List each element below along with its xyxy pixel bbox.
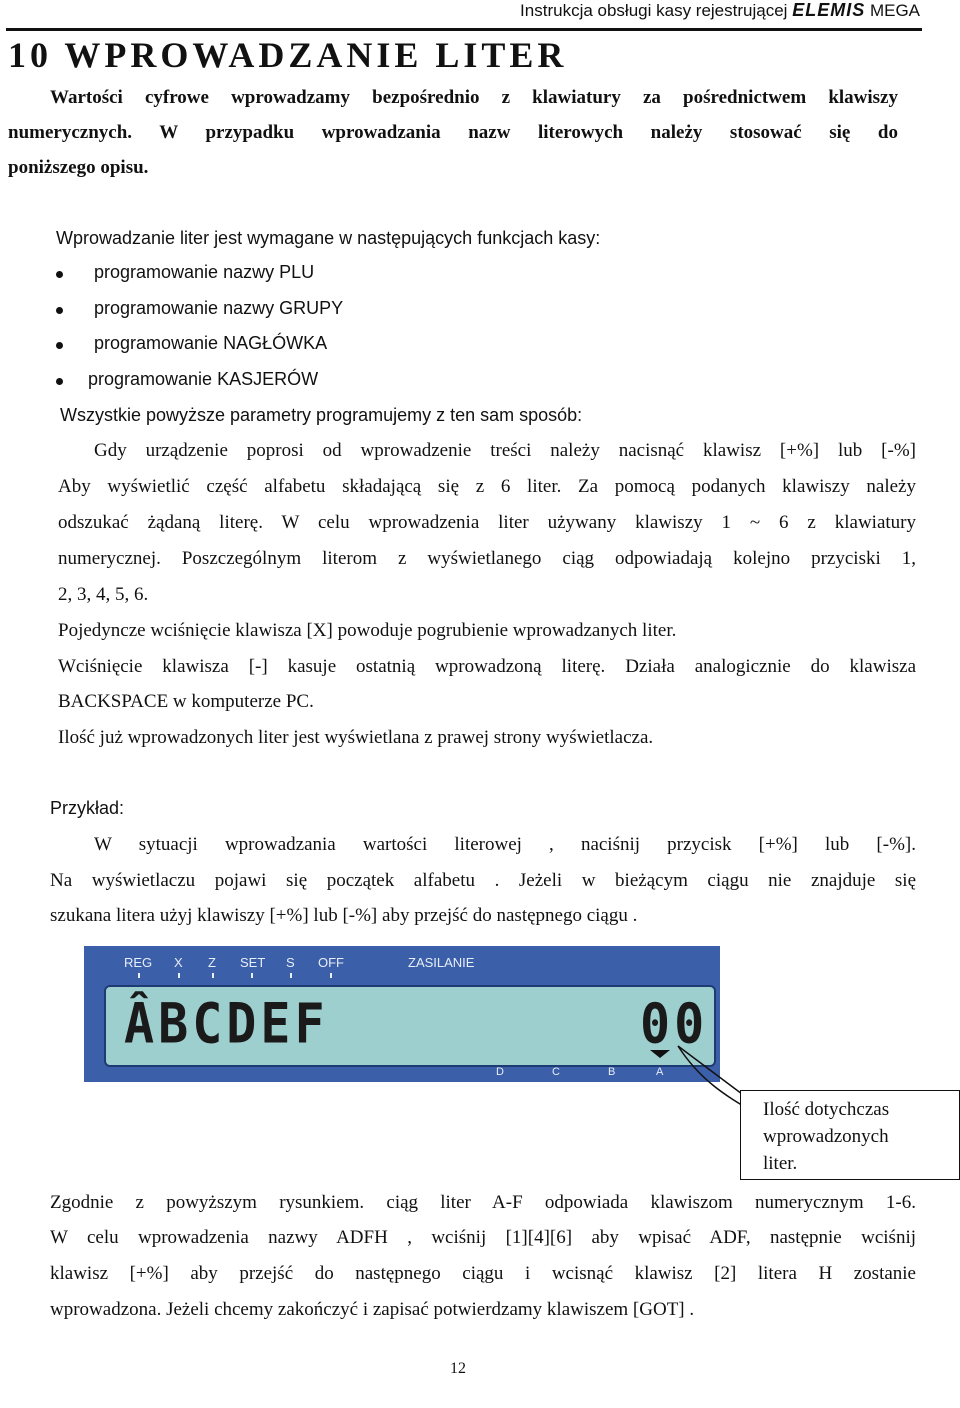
body-line: 2, 3, 4, 5, 6. xyxy=(58,584,149,605)
bullet-dot xyxy=(56,342,63,349)
header-rule xyxy=(6,28,922,31)
indicator-tick xyxy=(290,973,292,978)
indicator-tick xyxy=(178,973,180,978)
body-line: Pojedyncze wciśnięcie klawisza [X] powoduje pogrubienie wprowadzanych liter. xyxy=(58,620,677,641)
closing-line: Zgodnie z powyższym rysunkiem. ciąg liter A-F odpowiada klawiszom numerycznym 1-6. xyxy=(50,1192,916,1213)
example-line: W sytuacji wprowadzania wartości literowej , naciśnij przycisk [+%] lub [-%]. xyxy=(94,834,916,855)
example-line: szukana litera użyj klawiszy [+%] lub [-%] aby przejść do następnego ciągu . xyxy=(50,905,638,926)
page-number: 12 xyxy=(450,1360,466,1377)
callout-text xyxy=(763,1096,889,1177)
bullet-item: programowanie NAGŁÓWKA xyxy=(94,333,328,353)
display-main-text: ÂBCDEF xyxy=(124,992,329,1056)
section-title: 10 WPROWADZANIE LITER xyxy=(8,35,568,75)
indicator-label: OFF xyxy=(318,955,344,970)
body-line: BACKSPACE w komputerze PC. xyxy=(58,691,314,712)
intro-line: Wartości cyfrowe wprowadzamy bezpośrednio z klawiatury za pośrednictwem klawiszy xyxy=(50,87,898,108)
indicator-label: SET xyxy=(240,955,266,970)
example-label: Przykład: xyxy=(50,798,125,818)
bottom-label: D xyxy=(496,1066,504,1078)
running-header xyxy=(520,0,920,21)
body-line: odszukać żądaną literę. W celu wprowadzenia liter używany klawiszy 1 ~ 6 z klawiatury xyxy=(58,512,916,533)
body-line: numerycznej. Poszczególnym literom z wyświetlanego ciąg odpowiadają kolejno przyciski 1, xyxy=(58,548,916,569)
closing-line: wprowadzona. Jeżeli chcemy zakończyć i zapisać potwierdzamy klawiszem [GOT] . xyxy=(50,1299,695,1320)
bullet-item: programowanie nazwy GRUPY xyxy=(94,298,344,318)
body-line: Ilość już wprowadzonych liter jest wyświetlana z prawej strony wyświetlacza. xyxy=(58,727,654,748)
closing-line: klawisz [+%] aby przejść do następnego ciągu i wcisnąć klawisz [2] litera H zostanie xyxy=(50,1263,916,1284)
header-model: MEGA xyxy=(869,1,920,20)
closing-line: W celu wprowadzenia nazwy ADFH , wciśnij [1][4][6] aby wpisać ADF, następnie wciśnij xyxy=(50,1227,916,1248)
indicator-label: Z xyxy=(208,955,216,970)
example-line: Na wyświetlaczu pojawi się początek alfabetu . Jeżeli w bieżącym ciągu nie znajduje się xyxy=(50,870,916,891)
indicator-label: ZASILANIE xyxy=(408,955,475,970)
indicator-label: X xyxy=(174,955,183,970)
lead-text: Wprowadzanie liter jest wymagane w następujących funkcjach kasy: xyxy=(56,228,601,248)
display-count: 00 xyxy=(640,992,709,1056)
body-line: Wszystkie powyższe parametry programujemy z ten sam sposób: xyxy=(60,405,583,425)
bullet-dot xyxy=(56,378,63,385)
count-arrow-icon xyxy=(650,1050,670,1058)
indicator-tick xyxy=(212,973,214,978)
bullet-item: programowanie KASJERÓW xyxy=(88,369,319,389)
callout-line: wprowadzonych xyxy=(763,1126,889,1147)
intro-paragraph xyxy=(8,80,898,185)
bullet-dot xyxy=(56,271,63,278)
indicator-tick xyxy=(251,973,253,978)
bottom-label: B xyxy=(608,1066,616,1078)
bullet-item: programowanie nazwy PLU xyxy=(94,262,315,282)
intro-line: poniższego opisu. xyxy=(8,157,149,178)
indicator-tick xyxy=(138,973,140,978)
header-prefix: Instrukcja obsługi kasy rejestrującej xyxy=(520,1,788,20)
intro-line: numerycznych. W przypadku wprowadzania nazw literowych należy stosować się do xyxy=(8,122,898,143)
bottom-label: A xyxy=(656,1066,664,1078)
brand-logo: ELEMIS xyxy=(792,0,866,20)
indicator-label: S xyxy=(286,955,295,970)
bottom-label: C xyxy=(552,1066,560,1078)
body-line: Aby wyświetlić część alfabetu składającą się z 6 liter. Za pomocą podanych klawiszy należy xyxy=(58,476,916,497)
callout-line: Ilość dotychczas xyxy=(763,1099,890,1120)
indicator-label: REG xyxy=(124,955,153,970)
body-line: Gdy urządzenie poprosi od wprowadzenie treści należy nacisnąć klawisz [+%] lub [-%] xyxy=(94,440,916,461)
callout-line: liter. xyxy=(763,1153,798,1174)
bullet-dot xyxy=(56,307,63,314)
body-line: Wciśnięcie klawisza [-] kasuje ostatnią wprowadzoną literę. Działa analogicznie do klawisza xyxy=(58,656,916,677)
indicator-tick xyxy=(330,973,332,978)
